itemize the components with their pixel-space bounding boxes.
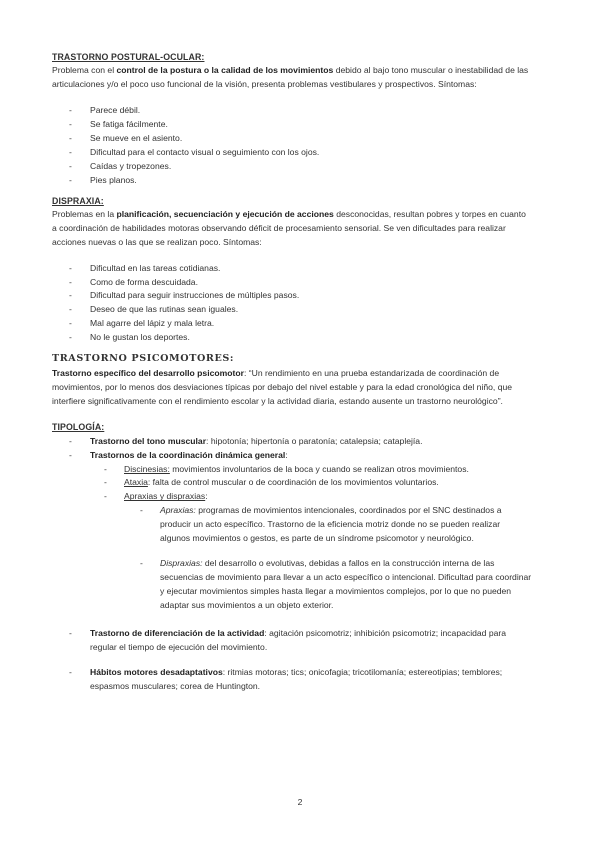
underlined-text: Apraxias y dispraxias — [124, 491, 206, 502]
sublist-item-ataxia — [52, 476, 532, 490]
subsub-item-dispraxias — [52, 557, 532, 613]
text: : falta de control muscular o de coordinación de los movimientos voluntarios. — [147, 477, 439, 488]
heading-trastorno-postural-ocular: TRASTORNO POSTURAL-OCULAR: — [52, 52, 205, 62]
paragraph-dispraxia — [52, 208, 532, 250]
heading-dispraxia: DISPRAXIA: — [52, 195, 104, 206]
heading-tipologia: TIPOLOGÍA: — [52, 422, 105, 433]
underlined-text: Discinesias: — [124, 463, 170, 474]
symptom-list-dispraxia — [52, 262, 532, 346]
paragraph-postural-ocular — [52, 64, 532, 92]
underlined-text: Ataxia — [124, 477, 148, 488]
text: Problema con el — [52, 65, 117, 76]
bold-text: Trastorno de diferenciación de la actividad — [90, 627, 265, 638]
text: : agitación psicomotriz; inhibición psicomotriz; incapacidad para regular el tiempo de ejecución del movimiento. — [90, 627, 507, 652]
apraxias-sublist — [124, 504, 532, 612]
tipologia-list — [52, 435, 532, 463]
bold-text: Trastorno del tono muscular — [90, 435, 207, 446]
tipologia-list-continued — [52, 627, 532, 694]
italic-text: Apraxias: — [160, 505, 196, 516]
italic-text: Dispraxias: — [160, 558, 203, 569]
list-item: - Dificultad para el contacto visual o seguimiento con los ojos. — [52, 146, 532, 160]
list-item-tono-muscular — [52, 435, 532, 449]
list-item: - Se fatiga fácilmente. — [52, 118, 532, 132]
text: : — [205, 491, 208, 502]
list-item: - Se mueve en el asiento. — [52, 132, 532, 146]
list-item-diferenciacion — [52, 627, 532, 655]
bold-text: Hábitos motores desadaptativos — [90, 666, 223, 677]
text: : — [285, 449, 288, 460]
list-item: - Dificultad para seguir instrucciones de múltiples pasos. — [52, 289, 532, 303]
sublist-item-apraxias — [52, 490, 532, 612]
text: : “Un rendimiento en una prueba estandarizada de coordinación de movimientos, por lo menos dos desviaciones típicas por debajo del nivel estable y para la edad cronológica del niño, que interfiere significativamente con el rendimiento escolar y la actividad diaria, estando ausente un trastorno neurológico”. — [52, 367, 513, 406]
heading-trastorno-psicomotores: TRASTORNO PSICOMOTORES: — [52, 353, 235, 365]
list-item-habitos — [52, 666, 532, 694]
paragraph-psicomotor — [52, 367, 532, 409]
list-item: - Caídas y tropezones. — [52, 160, 532, 174]
text: : hipotonía; hipertonía o paratonía; catalepsia; cataplejía. — [206, 435, 423, 446]
list-item-coordinacion — [52, 449, 532, 463]
text: del desarrollo o evolutivas, debidas a fallos en la construcción interna de las secuencias de movimiento para llevar a un acto específico o intencional. Dificultad para coordinar y ejecutar movimientos simples hasta llegar a movimientos complejos, por lo que no pueden adaptar sus movimientos a un objeto exterior. — [160, 558, 532, 610]
text: movimientos involuntarios de la boca y cuando se realizan otros movimientos. — [169, 463, 469, 474]
list-item: - Deseo de que las rutinas sean iguales. — [52, 303, 532, 317]
list-item: - Mal agarre del lápiz y mala letra. — [52, 317, 532, 331]
text: Problemas en la — [52, 208, 117, 219]
list-item: - Pies planos. — [52, 174, 532, 188]
subsub-item-apraxias — [52, 504, 532, 546]
text: : ritmias motoras; tics; onicofagia; tricotilomanía; estereotipias; temblores; espasmos musculares; corea de Huntington. — [90, 666, 503, 691]
bold-text: Trastorno específico del desarrollo psicomotor — [52, 367, 244, 378]
bold-text: Trastornos de la coordinación dinámica general — [90, 449, 286, 460]
symptom-list-postural — [52, 104, 532, 188]
sublist-item-discinesias — [52, 463, 532, 477]
text: programas de movimientos intencionales, coordinados por el SNC destinados a producir un acto específico. Trastorno de la eficiencia motriz donde no se pueden realizar algunos movimientos o gestos, es parte de un síndrome psicomotor y neurológico. — [160, 505, 502, 544]
coordinacion-sublist — [52, 463, 532, 613]
page-number: 2 — [297, 797, 303, 807]
text: debido al bajo tono muscular o inestabilidad de las articulaciones y/o el poco uso funcional de la visión, presenta problemas vestibulares y prospectivos. Síntomas: — [52, 65, 529, 90]
list-item: - Parece débil. — [52, 104, 532, 118]
list-item: - Como de forma descuidada. — [52, 276, 532, 290]
bold-text: planificación, secuenciación y ejecución de acciones — [116, 208, 334, 219]
bold-text: control de la postura o la calidad de los movimientos — [116, 65, 334, 76]
list-item: - No le gustan los deportes. — [52, 331, 532, 345]
list-item: - Dificultad en las tareas cotidianas. — [52, 262, 532, 276]
text: desconocidas, resultan pobres y torpes en cuanto a coordinación de habilidades motoras observando déficit de procesamiento sensorial. Se ven dificultades para realizar acciones nuevas o las que se realizan poco. Síntomas: — [52, 208, 526, 247]
